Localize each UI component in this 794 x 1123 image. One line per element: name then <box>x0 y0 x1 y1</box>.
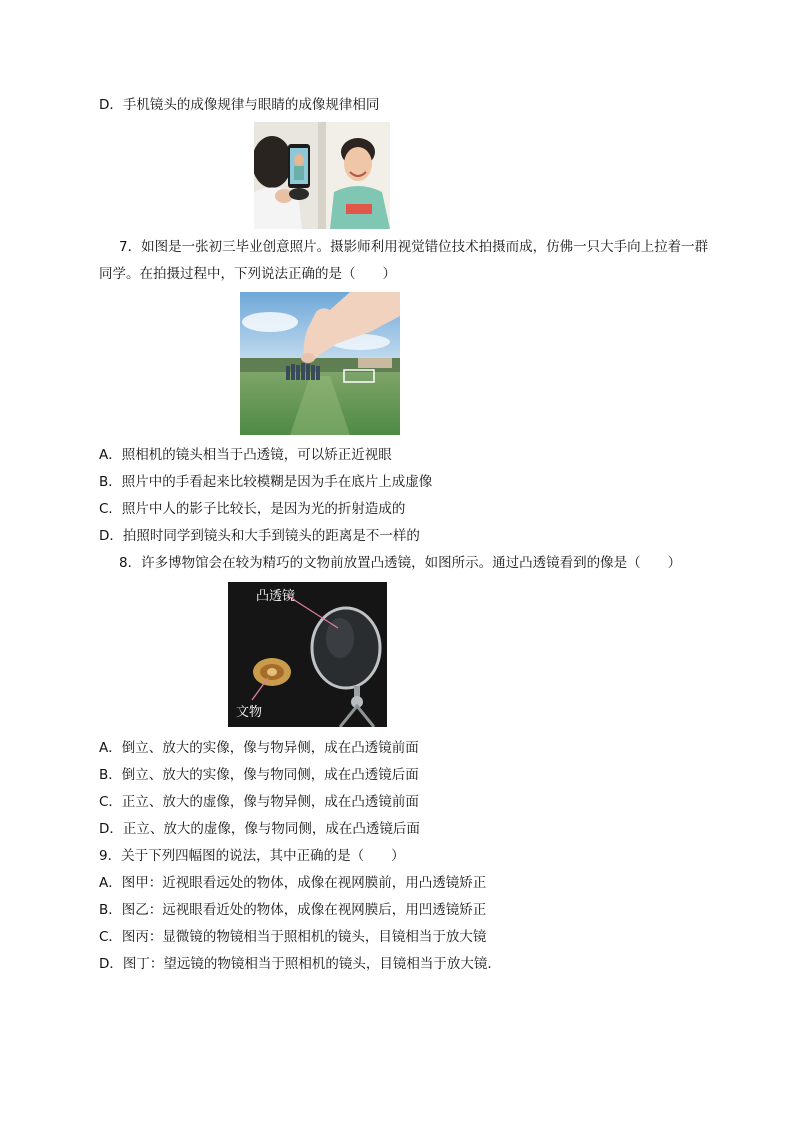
q9-option-d: D．图丁：望远镜的物镜相当于照相机的镜头，目镜相当于放大镜. <box>99 956 492 972</box>
q9-stem: 9．关于下列四幅图的说法，其中正确的是（ ） <box>99 848 405 864</box>
q7-stem-line2: 同学。在拍摄过程中，下列说法正确的是（ ） <box>99 266 396 282</box>
q8-option-a: A．倒立、放大的实像，像与物异侧，成在凸透镜前面 <box>99 740 419 756</box>
giant-hand-photo-figure <box>240 292 400 435</box>
q8-option-d: D．正立、放大的虚像，像与物同侧，成在凸透镜后面 <box>99 821 420 837</box>
q7-option-a: A．照相机的镜头相当于凸透镜，可以矫正近视眼 <box>99 447 392 463</box>
q9-option-c: C．图丙：显微镜的物镜相当于照相机的镜头，目镜相当于放大镜 <box>99 929 487 945</box>
phone-photo-figure <box>254 122 390 229</box>
q9-option-a: A．图甲：近视眼看远处的物体，成像在视网膜前，用凸透镜矫正 <box>99 875 487 891</box>
q8-option-c: C．正立、放大的虚像，像与物异侧，成在凸透镜前面 <box>99 794 419 810</box>
q7-option-d: D．拍照时同学到镜头和大手到镜头的距离是不一样的 <box>99 528 420 544</box>
lens-label: 凸透镜 <box>256 589 296 604</box>
museum-lens-figure <box>228 582 387 727</box>
q6-option-d: D．手机镜头的成像规律与眼睛的成像规律相同 <box>99 97 380 113</box>
q8-stem: 8．许多博物馆会在较为精巧的文物前放置凸透镜，如图所示。通过凸透镜看到的像是（ ） <box>119 555 682 571</box>
q7-option-c: C．照片中人的影子比较长，是因为光的折射造成的 <box>99 501 406 517</box>
relic-label: 文物 <box>236 705 263 720</box>
q7-option-b: B．照片中的手看起来比较模糊是因为手在底片上成虚像 <box>99 474 433 490</box>
q8-option-b: B．倒立、放大的实像，像与物同侧，成在凸透镜后面 <box>99 767 419 783</box>
q7-stem-line1: 7．如图是一张初三毕业创意照片。摄影师利用视觉错位技术拍摄而成，仿佛一只大手向上拉着一群 <box>119 239 709 255</box>
q9-option-b: B．图乙：远视眼看近处的物体，成像在视网膜后，用凹透镜矫正 <box>99 902 487 918</box>
